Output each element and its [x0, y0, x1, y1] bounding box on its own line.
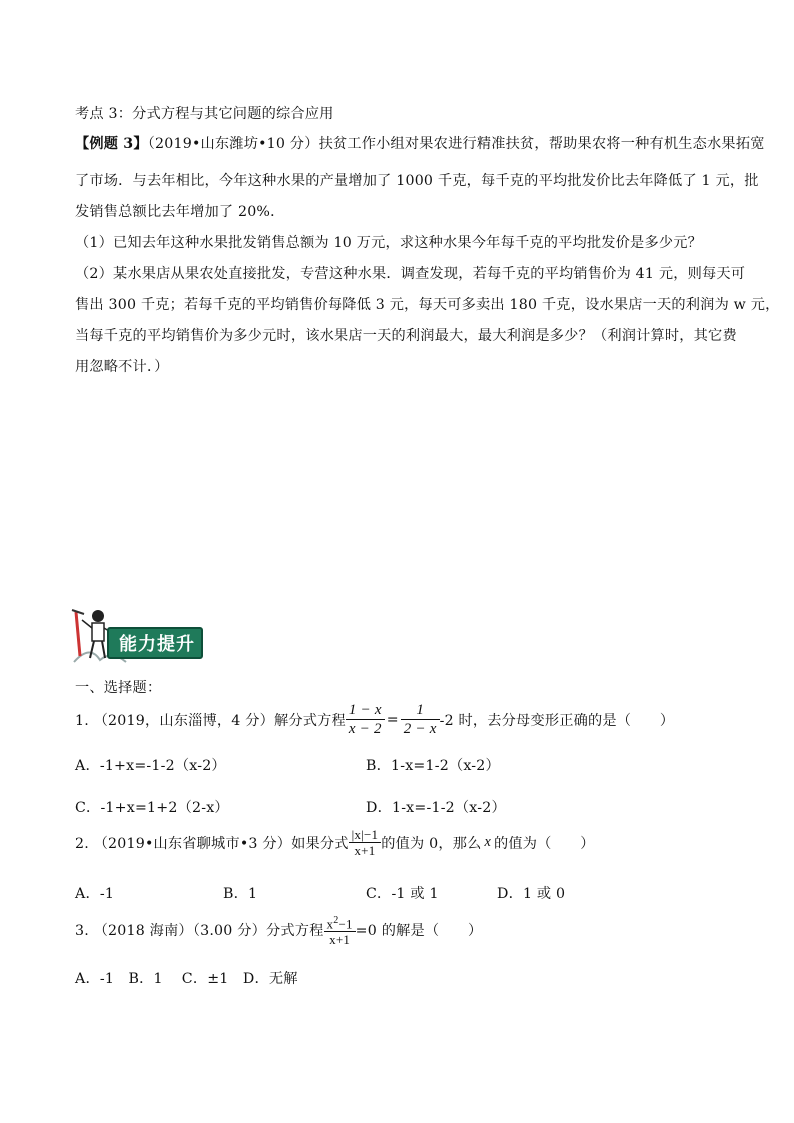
example-tag: 【例题 3】 [75, 136, 148, 152]
question-2-prefix: 2. （2019•山东省聊城市•3 分）如果分式 [75, 835, 349, 852]
question-1-frac2-den: 2 − x [403, 721, 437, 737]
question-1-fraction-right [401, 701, 440, 738]
section-banner: 能力提升 [107, 627, 203, 659]
question-3-frac-num-exp: 2 [333, 915, 339, 926]
question-2-option-d: D．1 或 0 [497, 886, 566, 902]
question-1-option-b: B．1-x=1-2（x-2） [366, 758, 500, 774]
question-3 [75, 913, 482, 947]
question-2-frac-num: |x|−1 [349, 827, 382, 843]
question-3-frac-num [324, 913, 356, 932]
question-3-suffix: =0 的解是（ ） [355, 923, 483, 940]
question-3-frac-num-rest: −1 [338, 916, 353, 932]
question-2-suffix-2: 的值为（ ） [493, 835, 595, 852]
question-2-option-b: B．1 [223, 886, 258, 902]
question-2-fraction [349, 827, 382, 858]
question-1 [75, 701, 674, 738]
question-1-frac2-num: 1 [401, 701, 440, 720]
question-1-option-a: A．-1+x=-1-2（x-2） [75, 758, 226, 774]
example-line-1 [75, 133, 765, 153]
question-2-suffix: 的值为 0，那么 [381, 835, 482, 852]
example-line-3: 发销售总额比去年增加了 20%． [75, 204, 285, 220]
question-1-option-c: C．-1+x=1+2（2-x） [75, 800, 229, 816]
question-2-variable: x [484, 834, 491, 850]
example-question-2-line-3: 当每千克的平均销售价为多少元时，该水果店一天的利润最大，最大利润是多少？（利润计算时，其它费 [75, 328, 737, 344]
question-2-option-c: C．-1 或 1 [366, 886, 439, 902]
question-2-option-a: A．-1 [75, 886, 115, 902]
example-question-2-line-2: 售出 300 千克；若每千克的平均销售价每降低 3 元，每天可多卖出 180 千克，设水果店一天的利润为 w 元， [75, 297, 780, 313]
question-2 [75, 827, 595, 858]
question-2-frac-den: x+1 [354, 843, 376, 858]
question-3-frac-den: x+1 [329, 932, 351, 948]
example-question-1: （1）已知去年这种水果批发销售总额为 10 万元，求这种水果今年每千克的平均批发价是多少元？ [75, 235, 702, 251]
question-3-fraction [324, 913, 356, 947]
example-text-1: （2019•山东潍坊•10 分）扶贫工作小组对果农进行精准扶贫，帮助果农将一种有机生态水果拓宽 [147, 136, 765, 152]
example-question-2-line-1: （2）某水果店从果农处直接批发，专营这种水果．调查发现，若每千克的平均销售价为 41 元，则每天可 [75, 266, 746, 282]
question-1-option-d: D．1-x=-1-2（x-2） [366, 800, 506, 816]
example-question-2-line-4: 用忽略不计．） [75, 359, 169, 375]
question-1-equals: = [386, 711, 399, 728]
section-heading: 考点 3：分式方程与其它问题的综合应用 [75, 106, 334, 122]
part-heading: 一、选择题： [75, 680, 162, 696]
question-3-options: A．-1 B．1 C．±1 D．无解 [75, 971, 298, 987]
example-line-2: 了市场．与去年相比，今年这种水果的产量增加了 1000 千克，每千克的平均批发价比去年降低了 1 元，批 [75, 173, 759, 189]
question-3-frac-num-base: x [326, 916, 334, 932]
question-3-prefix: 3. （2018 海南）（3.00 分）分式方程 [75, 923, 324, 940]
question-1-frac1-num: 1 − x [346, 701, 385, 720]
question-1-fraction-left [346, 701, 385, 738]
question-1-frac1-den: x − 2 [348, 721, 382, 737]
question-1-suffix: -2 时，去分母变形正确的是（ ） [439, 712, 675, 729]
question-1-prefix: 1. （2019，山东淄博，4 分）解分式方程 [75, 712, 346, 729]
